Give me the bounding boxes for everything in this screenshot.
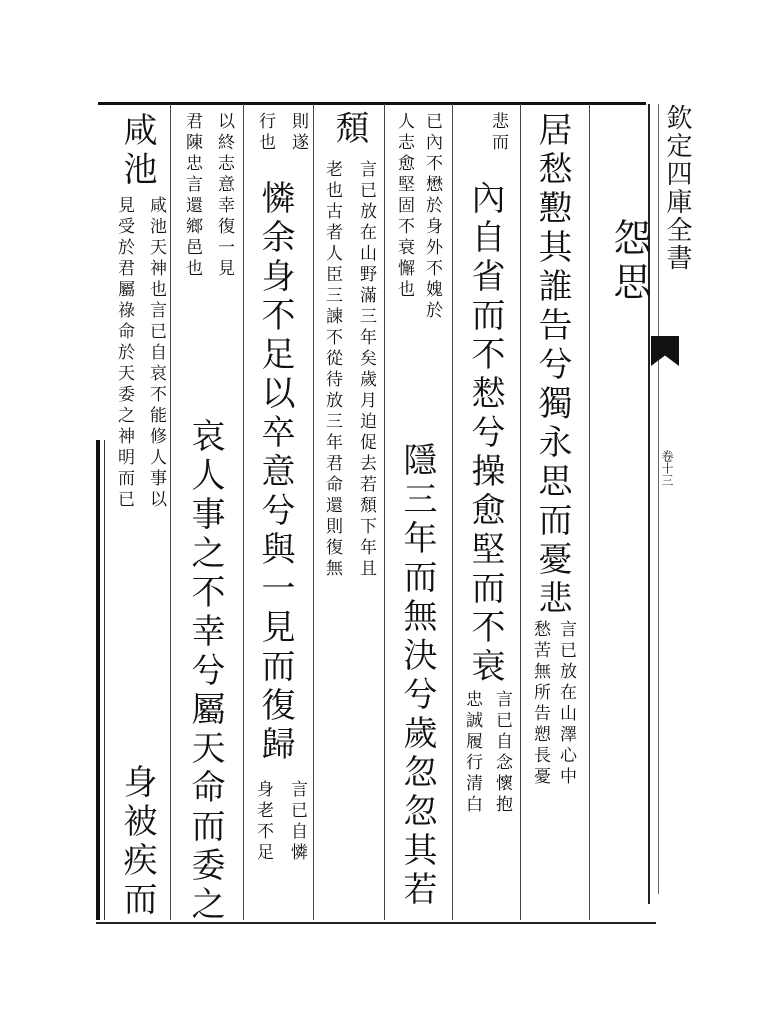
main-text: 隱三年而無決兮歲忽忽其若	[397, 442, 437, 910]
commentary-left: 君陳忠言還鄉邑也	[182, 112, 202, 280]
fishtail-mark	[651, 336, 679, 366]
commentary-right: 言已放在山野滿三年矣歲月迫促去若頹下年且	[356, 160, 376, 580]
commentary-right: 咸池天神也言已自哀不能修人事以	[146, 196, 166, 511]
margin-rule	[658, 104, 659, 894]
commentary-right: 悲而	[488, 112, 508, 154]
main-text: 內自省而不慭兮操愈堅而不衰	[465, 180, 505, 687]
column-separator	[170, 104, 171, 920]
commentary-left: 忠誠履行清白	[462, 690, 482, 816]
commentary-left: 行也	[255, 112, 275, 154]
main-text: 頹	[329, 110, 369, 149]
column-separator	[589, 104, 590, 920]
juan-label: 卷十三	[660, 450, 674, 486]
column-separator	[243, 104, 244, 920]
page-frame-bottom	[96, 922, 656, 924]
commentary-left: 身老不足	[253, 780, 273, 864]
column-separator	[313, 104, 314, 920]
commentary-right: 言已自念懷抱	[492, 690, 512, 816]
main-text: 身被疾而	[117, 764, 157, 920]
column-separator	[452, 104, 453, 920]
main-text: 哀人事之不幸兮屬天命而委之	[185, 418, 225, 925]
page-frame-inner-left	[104, 440, 105, 920]
section-title: 怨思	[607, 218, 651, 306]
commentary-left: 愁苦無所告愬長憂	[530, 620, 550, 788]
main-text: 咸池	[117, 112, 157, 190]
page-frame-left	[96, 440, 100, 920]
column-separator	[520, 104, 521, 920]
commentary-right: 則遂	[288, 112, 308, 154]
edge-label: 欽定四庫全書	[662, 104, 692, 272]
commentary-right: 已內不懋於身外不媿於	[422, 112, 442, 322]
main-text: 居愁懃其誰告兮獨永思而憂悲	[532, 112, 572, 619]
commentary-left: 見受於君屬祿命於天委之神明而已	[114, 196, 134, 511]
page-frame-top	[98, 102, 646, 105]
commentary-right: 言已自憐	[287, 780, 307, 864]
main-text: 憐余身不足以卒意兮與一見而復歸	[255, 180, 295, 765]
commentary-right: 以終志意幸復一見	[214, 112, 234, 280]
commentary-right: 言已放在山澤心中	[556, 620, 576, 788]
column-separator	[384, 104, 385, 920]
commentary-left: 老也古者人臣三諫不從待放三年君命還則復無	[322, 160, 342, 580]
commentary-left: 人志愈堅固不衰懈也	[394, 112, 414, 301]
